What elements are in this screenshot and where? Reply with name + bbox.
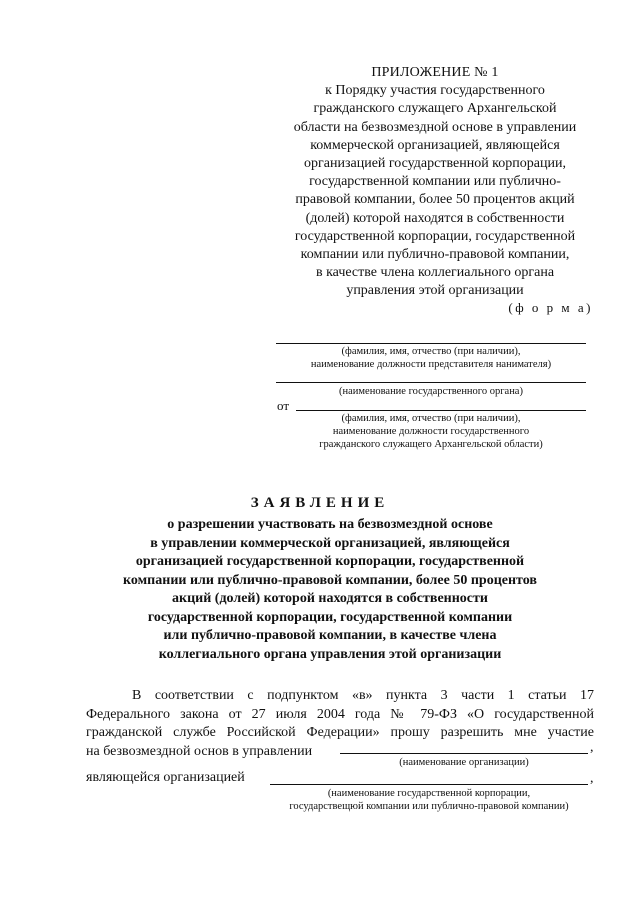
appendix-line: коммерческой организацией, являющейся (310, 137, 560, 153)
organization-name-field[interactable] (340, 753, 588, 754)
appendix-line: области на безвозмездной основе в управлении (293, 119, 577, 135)
government-body-caption: (наименование государственного органа) (339, 386, 523, 397)
appendix-line: в качестве члена коллегиального органа (315, 265, 555, 281)
body-line: В соответствии с подпунктом «в» пункта 3 части 1 статьи 17 (132, 688, 594, 703)
appendix-line: компании или публично-правовой компании, (300, 247, 570, 263)
organization-name-caption: (наименование организации) (399, 757, 529, 768)
appendix-header: ПРИЛОЖЕНИЕ № 1 (371, 65, 499, 80)
statement-body (86, 687, 594, 761)
appendix-line: правовой компании, более 50 процентов акций (295, 192, 575, 208)
employee-caption: (фамилия, имя, отчество (при наличии), наименование должности государственного гражданского служащего Архангельской области) (319, 413, 543, 450)
statement-subtitle: о разрешении участвовать на безвозмездной основе в управлении коммерческой организацией, являющейся организацией государственной корпорации, государственной компании или публично-правовой компании, более 50 процентов акций (долей) которой находятся в собственности государственной корпорации, государственной компании или публично-правовой компании, в качестве члена коллегиального органа управления этой организации (123, 517, 537, 662)
appendix-block (260, 64, 610, 301)
statement-title: ЗАЯВЛЕНИЕ (250, 495, 390, 511)
appendix-line: (долей) которой находятся в собственности (305, 210, 565, 226)
appendix-line: государственной компании или публично- (309, 174, 561, 190)
appendix-line: управления этой организации (346, 283, 524, 299)
appendix-line: к Порядку участия государственного (325, 83, 545, 99)
from-label: от (277, 398, 290, 413)
body-line: являющейся организацией (86, 770, 245, 785)
employer-representative-caption: (фамилия, имя, отчество (при наличии), наименование должности представителя нанимателя) (310, 346, 552, 370)
government-body-field[interactable] (276, 382, 586, 383)
corporation-name-caption: (наименование государственной корпорации, государствещюй компании или публично-правовой компании) (289, 788, 569, 812)
employee-field[interactable] (296, 410, 586, 411)
body-line: гражданской службе Российской Федерации» прошу разрешить мне участие (86, 725, 594, 740)
appendix-line: организацией государственной корпорации, (304, 156, 566, 172)
comma: , (590, 740, 594, 755)
comma: , (590, 771, 594, 786)
appendix-line: государственной корпорации, государственной (294, 228, 576, 244)
body-line: на безвозмездной основ в управлении (86, 743, 313, 759)
form-label: (ф о р м а) (508, 300, 593, 315)
employer-representative-field[interactable] (276, 343, 586, 344)
appendix-line: гражданского служащего Архангельской (313, 101, 557, 117)
corporation-name-field[interactable] (270, 784, 588, 785)
body-line: Федерального закона от 27 июля 2004 года № 79-ФЗ «О государственной (86, 706, 594, 722)
